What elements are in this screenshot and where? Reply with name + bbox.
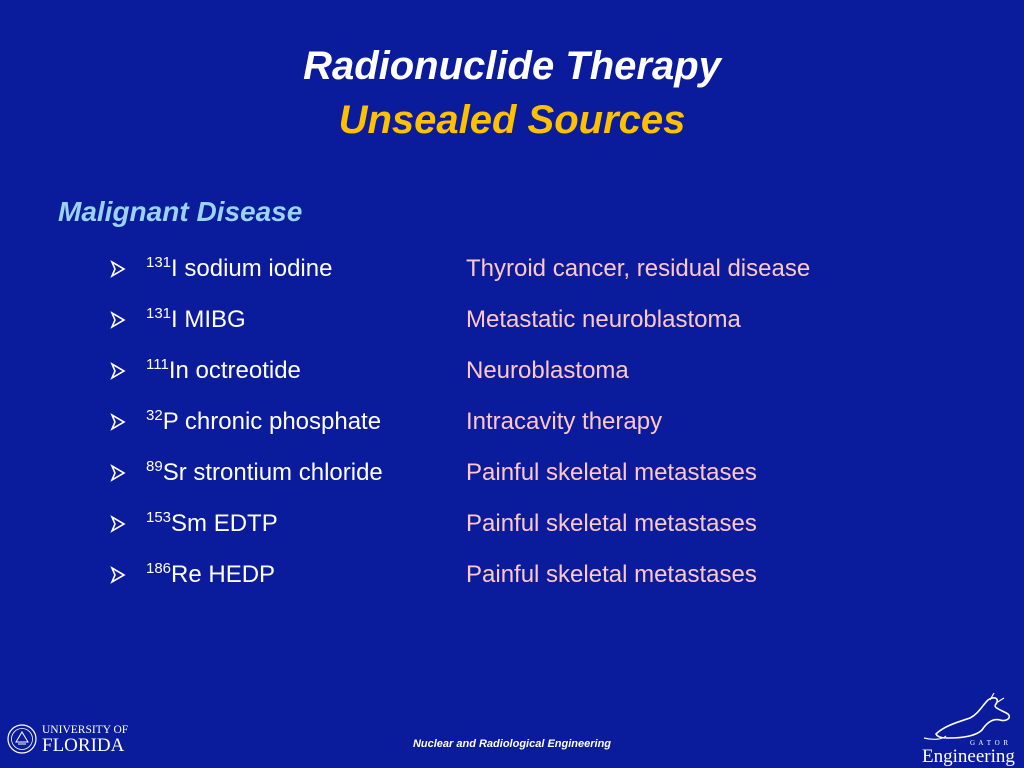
- list-item: [108, 302, 988, 338]
- indication: Thyroid cancer, residual disease: [466, 255, 811, 282]
- arrow-bullet-icon: [108, 557, 128, 593]
- agent-name: $^{131}$I MIBG: [146, 305, 246, 333]
- agent-name: $^{153}$Sm EDTP: [146, 509, 278, 537]
- arrow-bullet-icon: [108, 302, 128, 338]
- svg-text:UNIVERSITY OF: UNIVERSITY OF: [42, 724, 129, 736]
- list-item: [108, 404, 988, 440]
- arrow-bullet-icon: [108, 506, 128, 542]
- indication: Painful skeletal metastases: [466, 510, 757, 537]
- agent-name: $^{89}$Sr strontium chloride: [146, 458, 383, 486]
- gator-engineering-logo: [916, 688, 1020, 766]
- footer-text: Nuclear and Radiological Engineering: [412, 738, 612, 750]
- agent-name: $^{186}$Re HEDP: [146, 560, 276, 588]
- agent-name: $^{131}$I sodium iodine: [146, 254, 333, 282]
- slide-title: Radionuclide Therapy: [303, 44, 721, 88]
- section-heading: Malignant Disease: [58, 196, 303, 227]
- arrow-bullet-icon: [108, 455, 128, 491]
- arrow-bullet-icon: [108, 353, 128, 389]
- svg-text:G A T O R: G A T O R: [970, 739, 1010, 747]
- indication: Painful skeletal metastases: [466, 459, 757, 486]
- list-item: [108, 455, 988, 491]
- isotope-number: 131: [146, 254, 172, 271]
- arrow-bullet-icon: [108, 404, 128, 440]
- list-item: [108, 251, 988, 287]
- isotope-number: 131: [146, 305, 172, 322]
- indication: Metastatic neuroblastoma: [466, 306, 741, 333]
- svg-text:FLORIDA: FLORIDA: [42, 735, 125, 756]
- list-item: [108, 506, 988, 542]
- indication: Painful skeletal metastases: [466, 561, 757, 588]
- list-item: [108, 353, 988, 389]
- indication: Intracavity therapy: [466, 408, 663, 435]
- slide-title-accent: Unsealed Sources: [338, 98, 686, 142]
- list-item: [108, 557, 988, 593]
- isotope-number: 89: [146, 458, 163, 475]
- arrow-bullet-icon: [108, 251, 128, 287]
- isotope-number: 186: [146, 560, 172, 577]
- indication: Neuroblastoma: [466, 357, 629, 384]
- isotope-number: 111: [146, 356, 169, 373]
- isotope-number: 153: [146, 509, 172, 526]
- agent-name: $^{32}$P chronic phosphate: [146, 407, 382, 435]
- agent-name: $^{111}$In octreotide: [146, 356, 301, 384]
- svg-text:Engineering: Engineering: [922, 746, 1015, 766]
- isotope-number: 32: [146, 407, 163, 424]
